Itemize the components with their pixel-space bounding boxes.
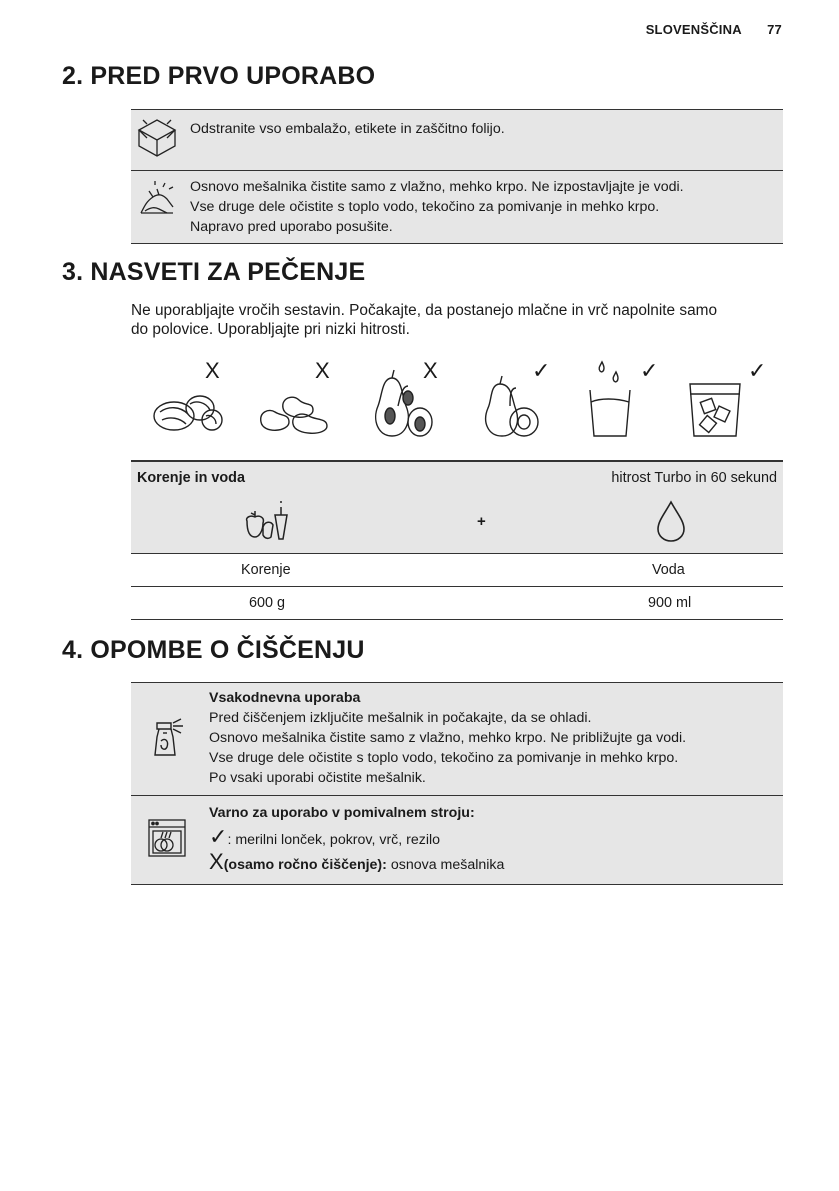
carrot-label: Korenje bbox=[241, 562, 291, 578]
cleaning-cloth-hand-icon bbox=[133, 179, 181, 219]
base-cleaning-text-2: Vse druge dele očistite s toplo vodo, tekočino za pomivanje in mehko krpo. bbox=[190, 199, 660, 215]
hand-wash-only-label: (osamo ročno čiščenje): bbox=[223, 857, 387, 873]
recipe-labels-row bbox=[131, 554, 783, 587]
cooking-tips-paragraph bbox=[131, 301, 791, 339]
remove-packaging-text: Odstranite vso embalažo, etikete in zaščitno folijo. bbox=[190, 121, 505, 137]
cleaning-daily-row bbox=[131, 682, 783, 795]
daily-use-line-4: Po vsaki uporabi očistite mešalnik. bbox=[209, 770, 426, 786]
base-cleaning-text-3: Napravo pred uporabo posušite. bbox=[190, 219, 393, 235]
daily-use-line-2: Osnovo mešalnika čistite samo z vlažno, mehko krpo. Ne približujte ga vodi. bbox=[209, 730, 687, 746]
before-use-row-packaging bbox=[131, 109, 783, 170]
section-title-cooking-tips: 3. NASVETI ZA PEČENJE bbox=[62, 258, 366, 286]
cleaning-dishwasher-row bbox=[131, 795, 783, 885]
carrot-vegetables-icon bbox=[243, 499, 295, 543]
spray-cleaning-icon bbox=[149, 711, 189, 761]
cooking-tips-line-2: do polovice. Uporabljajte pri nizki hitrosti. bbox=[131, 321, 410, 338]
dishwasher-safe-parts bbox=[209, 824, 441, 850]
page-number: 77 bbox=[767, 22, 782, 37]
plus-sign: + bbox=[477, 513, 486, 530]
recipe-title: Korenje in voda bbox=[137, 470, 245, 486]
recipe-table-header bbox=[131, 460, 783, 495]
tip-mark-5: ✓ bbox=[640, 358, 659, 383]
tip-mark-2: X bbox=[315, 358, 330, 383]
check-mark-icon: ✓ bbox=[209, 824, 228, 849]
recipe-amounts-row bbox=[131, 587, 783, 620]
dishwasher-icon bbox=[147, 818, 187, 858]
packaging-box-icon bbox=[133, 116, 181, 160]
language-label: SLOVENŠČINA bbox=[645, 22, 742, 37]
dishwasher-safe-parts-text: : merilni lonček, pokrov, vrč, rezilo bbox=[227, 832, 441, 848]
cooking-tips-line-1: Ne uporabljajte vročih sestavin. Počakajte, da postanejo mlačne in vrč napolnite samo bbox=[131, 302, 718, 319]
base-cleaning-text-1: Osnovo mešalnika čistite samo z vlažno, mehko krpo. Ne izpostavljajte je vodi. bbox=[190, 179, 684, 195]
recipe-icons-row bbox=[131, 493, 783, 554]
page-header bbox=[646, 22, 782, 37]
tip-mark-3: X bbox=[423, 358, 438, 383]
before-use-row-cleaning bbox=[131, 170, 783, 244]
hand-wash-only-text: osnova mešalnika bbox=[386, 857, 505, 873]
section-title-cleaning: 4. OPOMBE O ČIŠČENJU bbox=[62, 636, 365, 664]
water-amount: 900 ml bbox=[648, 595, 692, 611]
daily-use-line-1: Pred čiščenjem izključite mešalnik in počakajte, da se ohladi. bbox=[209, 710, 592, 726]
water-label: Voda bbox=[652, 562, 685, 578]
cross-mark-icon: X bbox=[209, 849, 224, 874]
daily-use-line-3: Vse druge dele očistite s toplo vodo, tekočino za pomivanje in mehko krpo. bbox=[209, 750, 679, 766]
tip-mark-1: X bbox=[205, 358, 220, 383]
daily-use-title: Vsakodnevna uporaba bbox=[209, 690, 361, 706]
ice-cubes-glass-icon bbox=[688, 356, 748, 440]
tip-mark-4: ✓ bbox=[532, 358, 551, 383]
hand-wash-only-parts bbox=[209, 849, 505, 875]
section-title-before-use: 2. PRED PRVO UPORABO bbox=[62, 62, 376, 90]
dishwasher-safe-title: Varno za uporabo v pomivalnem stroju: bbox=[209, 805, 475, 821]
carrot-amount: 600 g bbox=[249, 595, 286, 611]
tip-mark-6: ✓ bbox=[748, 358, 767, 383]
recipe-speed: hitrost Turbo in 60 sekund bbox=[611, 470, 777, 486]
water-drop-icon bbox=[653, 499, 689, 543]
